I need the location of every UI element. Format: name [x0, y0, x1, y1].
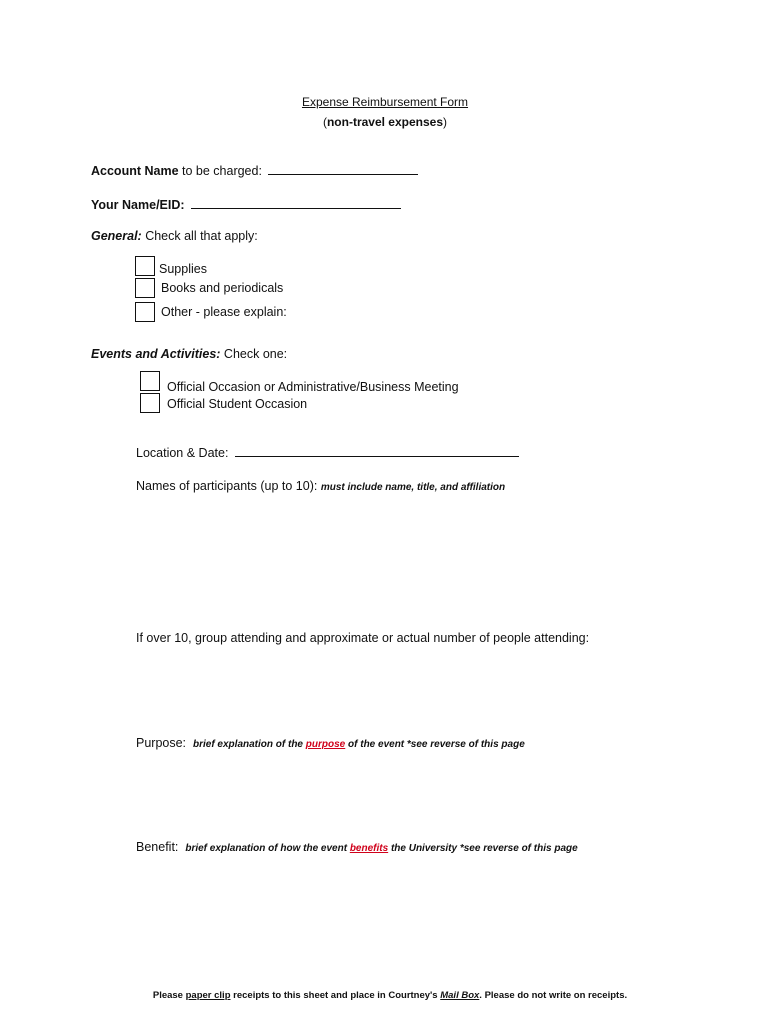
supplies-option-label: Supplies: [159, 262, 207, 276]
events-label: Events and Activities:: [91, 347, 221, 361]
student-occasion-checkbox[interactable]: [140, 393, 160, 413]
mail-box-text: Mail Box: [440, 990, 480, 1001]
books-periodicals-checkbox[interactable]: [135, 278, 155, 298]
benefit-hint: brief explanation of how the event benefits the University *see reverse of this page: [185, 843, 578, 854]
purpose-hint: brief explanation of the purpose of the event *see reverse of this page: [192, 739, 525, 750]
other-option-label: Other - please explain:: [161, 305, 287, 319]
name-eid-field[interactable]: [191, 196, 401, 209]
location-date-label: Location & Date:: [136, 446, 229, 460]
official-occasion-option-label: Official Occasion or Administrative/Business Meeting: [167, 380, 459, 394]
benefit-label: Benefit:: [136, 840, 179, 854]
over-ten-label: If over 10, group attending and approximate or actual number of people attending:: [136, 631, 590, 645]
account-name-label-rest: to be charged:: [182, 164, 262, 178]
name-eid-label: Your Name/EID:: [91, 198, 185, 212]
account-name-field[interactable]: [268, 162, 418, 175]
footer-note: Please paper clip receipts to this sheet and place in Courtney's Mail Box. Please do not write on receipts.: [152, 990, 628, 1001]
benefit-keyword: benefits: [349, 843, 389, 854]
form-title: Expense Reimbursement Form: [301, 95, 469, 109]
events-heading: [91, 347, 287, 361]
location-date-row: [136, 444, 519, 460]
purpose-row: [136, 736, 525, 750]
books-periodicals-option-label: Books and periodicals: [161, 281, 284, 295]
participants-label: Names of participants (up to 10):: [136, 479, 318, 493]
general-heading: [91, 229, 258, 243]
form-subtitle-bold: non-travel expenses: [326, 115, 444, 129]
general-instruction: Check all that apply:: [145, 229, 258, 243]
participants-row: [136, 479, 505, 493]
participants-hint: must include name, title, and affiliation: [320, 482, 506, 493]
paper-clip-text: paper clip: [185, 990, 231, 1001]
other-checkbox[interactable]: [135, 302, 155, 322]
supplies-checkbox[interactable]: [135, 256, 155, 276]
form-subtitle: (non-travel expenses): [322, 115, 448, 129]
account-name-row: [91, 162, 418, 178]
general-label: General:: [91, 229, 142, 243]
name-eid-row: [91, 196, 401, 212]
student-occasion-option-label: Official Student Occasion: [167, 397, 308, 411]
official-occasion-checkbox[interactable]: [140, 371, 160, 391]
events-instruction: Check one:: [223, 347, 288, 361]
purpose-keyword: purpose: [305, 739, 346, 750]
benefit-row: [136, 840, 578, 854]
account-name-label: Account Name: [91, 164, 179, 178]
location-date-field[interactable]: [235, 444, 519, 457]
purpose-label: Purpose:: [136, 736, 187, 750]
